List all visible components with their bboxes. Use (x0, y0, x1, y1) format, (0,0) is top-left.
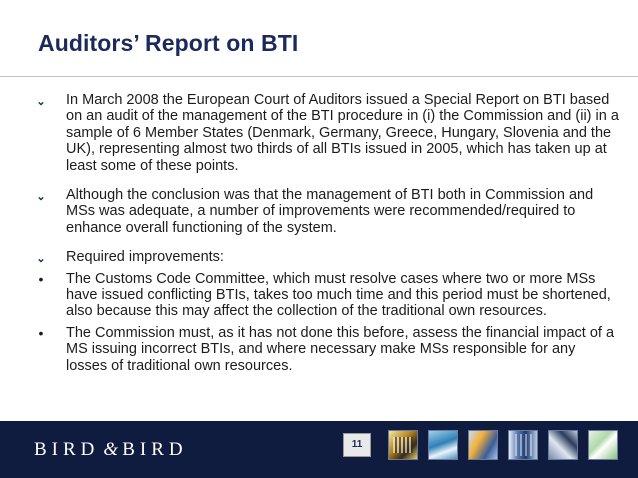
decorative-photo-thumbnail (548, 430, 578, 460)
page-number: 11 (343, 433, 371, 457)
bullet-list (30, 92, 620, 374)
bullet-text: Required improvements: (66, 249, 224, 266)
chevron-down-icon: ⌄ (36, 253, 46, 266)
bullet-dot-icon: • (38, 270, 44, 287)
bullet-item-customs-code-committee (30, 271, 620, 320)
bullet-text: In March 2008 the European Court of Auditors issued a Special Report on BTI based on an audit of the management of the BTI procedure in (i) the Commission and (ii) in a sample of 6 Member States (Denmark, Germany, Greece, Hungary, Slovenia and the UK), representing almost two thirds of all BTIs issued in 2005, which has taken up at least some of these points. (66, 92, 619, 174)
bullet-text: The Commission must, as it has not done this before, assess the financial impact of a MS issuing incorrect BTIs, and where necessary make MSs responsible for any losses of traditional own resources. (66, 324, 615, 374)
decorative-photo-thumbnail (468, 430, 498, 460)
logo-word-left: BIRD (34, 439, 100, 460)
bullet-item-required-improvements (30, 249, 620, 265)
bullet-item-conclusion (30, 187, 620, 236)
decorative-photo-thumbnail (508, 430, 538, 460)
bullet-text: Although the conclusion was that the management of BTI both in Commission and MSs was adequate, a number of improvements were recommended/required to enhance overall functioning of the system. (66, 187, 594, 236)
decorative-image-strip (388, 430, 618, 460)
chevron-down-icon: ⌄ (36, 96, 46, 108)
bullet-item-commission-assessment (30, 325, 620, 374)
chevron-down-icon: ⌄ (36, 191, 46, 204)
logo-ampersand: & (103, 439, 119, 460)
bird-and-bird-logo (34, 439, 188, 461)
bullet-item-audit-report (30, 92, 620, 174)
bullet-text: The Customs Code Committee, which must resolve cases where two or more MSs have issued conflicting BTIs, takes too much time and this period must be shortened, also because this may affect the collection of the traditional own resources. (66, 270, 611, 320)
decorative-photo-thumbnail (428, 430, 458, 460)
bullet-dot-icon: • (38, 324, 44, 341)
title-divider (0, 76, 638, 77)
decorative-photo-thumbnail (588, 430, 618, 460)
slide-title: Auditors’ Report on BTI (38, 30, 299, 56)
footer-bar (0, 421, 638, 478)
logo-word-right: BIRD (122, 439, 188, 460)
decorative-photo-thumbnail (388, 430, 418, 460)
